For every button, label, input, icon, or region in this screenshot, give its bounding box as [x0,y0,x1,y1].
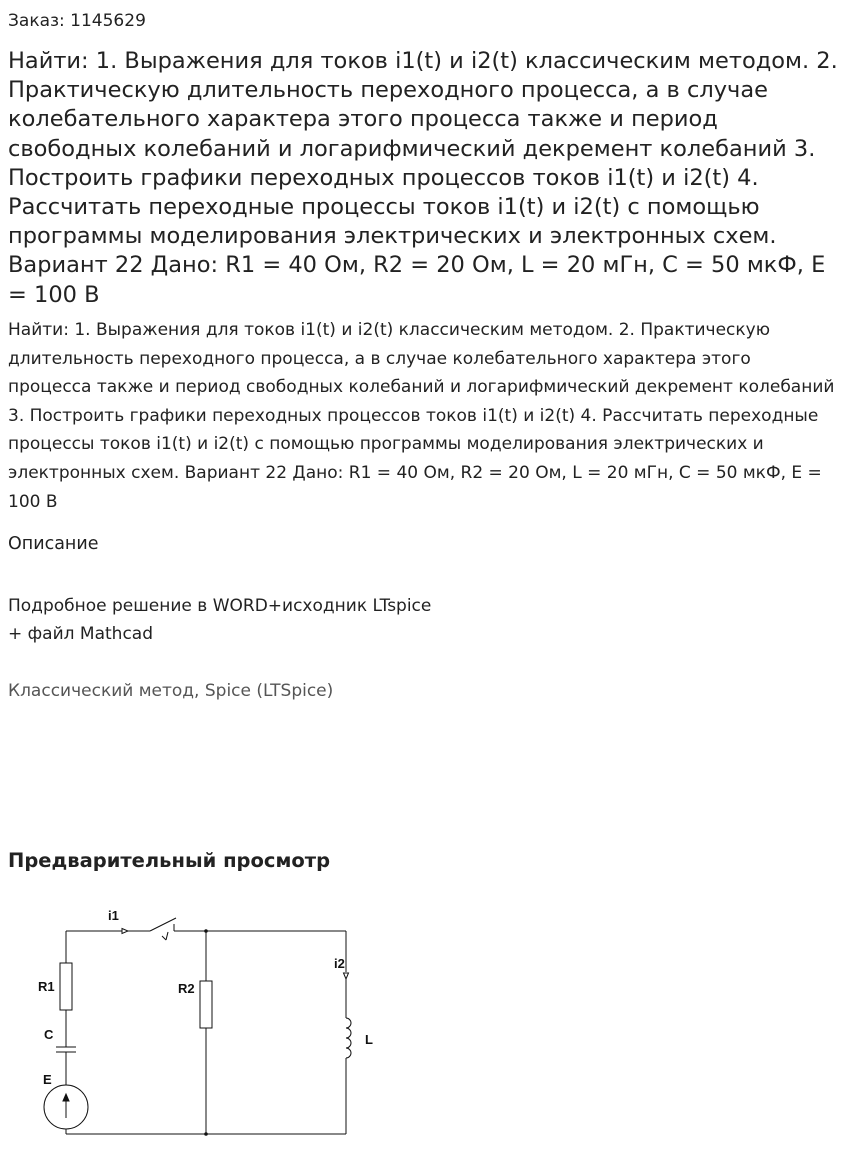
node-top [204,929,208,933]
switch-blade [150,918,176,931]
order-number: Заказ: 1145629 [8,11,146,31]
switch-arrow-head [162,936,166,940]
i1-arrow-icon [122,929,128,934]
label-c: C [44,1027,54,1042]
description-line-2: + файл Mathcad [8,624,153,644]
label-e: E [43,1072,52,1087]
switch-arrow [166,932,168,940]
preview-heading: Предварительный просмотр [8,849,331,872]
node-bottom [204,1132,208,1136]
description-heading: Описание [8,534,99,554]
inductor-l [346,1018,351,1058]
label-i2: i2 [334,956,345,971]
tags-line: Классический метод, Spice (LTSpice) [8,681,334,701]
resistor-r1 [60,963,72,1010]
resistor-r2 [200,981,212,1028]
description-line-1: Подробное решение в WORD+исходник LTspice [8,596,432,616]
circuit-diagram [26,902,386,1142]
label-r1: R1 [38,979,55,994]
i2-arrow-icon [344,973,349,979]
label-l: L [365,1032,373,1047]
label-i1: i1 [108,908,119,923]
page-title: Найти: 1. Выражения для токов i1(t) и i2(t) классическим методом. 2. Практическую длительность переходного процесса, а в случае колебательного характера этого процесса также и период свободных колебаний и логарифмический декремент колебаний 3. Построить графики переходных процессов токов i1(t) и i2(t) 4. Рассчитать переходные процессы токов i1(t) и i2(t) с помощью программы моделирования электрических и электронных схем. Вариант 22 Дано: R1 = 40 Ом, R2 = 20 Ом, L = 20 мГн, C = 50 мкФ, E = 100 В [8,48,838,308]
task-summary: Найти: 1. Выражения для токов i1(t) и i2(t) классическим методом. 2. Практическую длительность переходного процесса, а в случае колебательного характера этого процесса также и период свободных колебаний и логарифмический декремент колебаний 3. Построить графики переходных процессов токов i1(t) и i2(t) 4. Рассчитать переходные процессы токов i1(t) и i2(t) с помощью программы моделирования электрических и электронных схем. Вариант 22 Дано: R1 = 40 Ом, R2 = 20 Ом, L = 20 мГн, C = 50 мкФ, E = 100 В [8,320,835,512]
label-r2: R2 [178,981,195,996]
